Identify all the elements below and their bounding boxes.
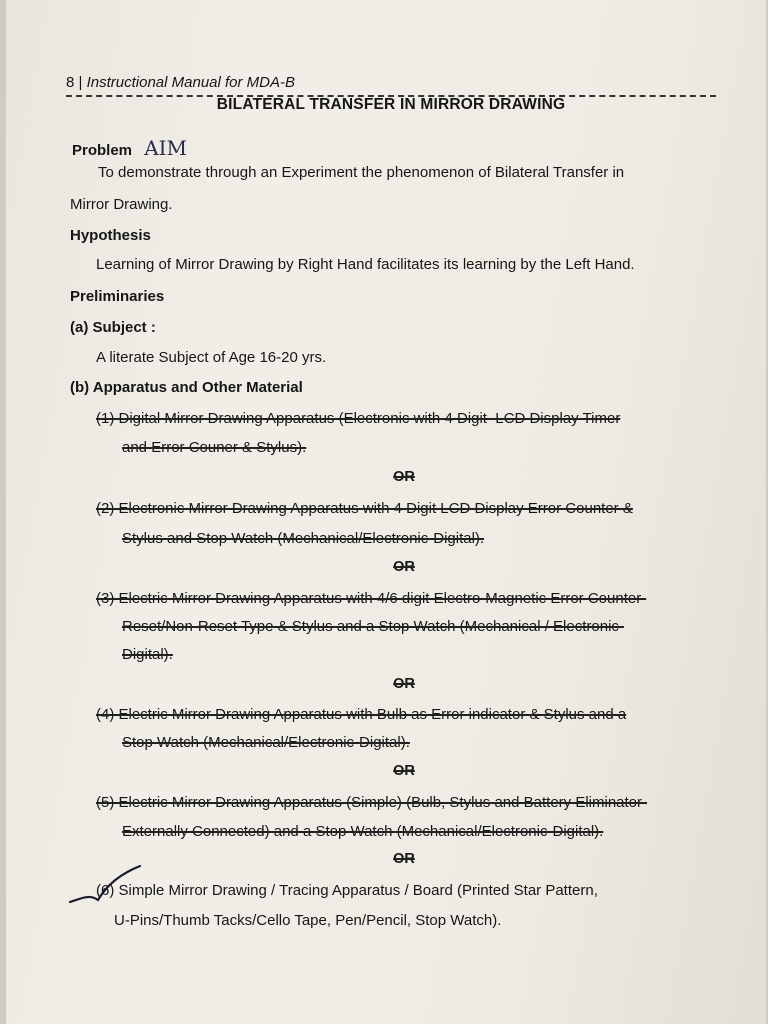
header-separator: | — [78, 74, 83, 91]
or-separator-2: OR — [393, 559, 415, 575]
page-title: BILATERAL TRANSFER IN MIRROR DRAWING — [216, 96, 566, 113]
hypothesis-text: Learning of Mirror Drawing by Right Hand facilitates its learning by the Left Hand. — [96, 256, 635, 273]
apparatus-item-1-line2: and Error Couner & Stylus). — [122, 439, 307, 456]
apparatus-item-5-line2: Externally Connected) and a Stop Watch (Mechanical/Electronic-Digital). — [122, 823, 604, 840]
apparatus-item-5-line1: (5) Electric Mirror Drawing Apparatus (Simple) (Bulb, Stylus and Battery Eliminator- — [96, 794, 648, 811]
apparatus-item-4-line1: (4) Electric Mirror Drawing Apparatus with Bulb as Error indicator & Stylus and a — [96, 706, 627, 723]
handwritten-aim-note: AIM — [144, 136, 188, 160]
page-number: 8 — [66, 74, 75, 91]
apparatus-item-6-line2: U-Pins/Thumb Tacks/Cello Tape, Pen/Pencil, Stop Watch). — [114, 912, 502, 929]
problem-text-line1: To demonstrate through an Experiment the phenomenon of Bilateral Transfer in — [98, 164, 625, 181]
page-header — [66, 74, 716, 97]
apparatus-item-6-line1: (6) Simple Mirror Drawing / Tracing Apparatus / Board (Printed Star Pattern, — [96, 882, 598, 899]
problem-heading-row — [72, 136, 187, 160]
hypothesis-heading: Hypothesis — [70, 227, 151, 244]
apparatus-item-2-line1: (2) Electronic Mirror Drawing Apparatus with 4 Digit LCD Display Error Counter & — [96, 500, 633, 517]
subject-text: A literate Subject of Age 16-20 yrs. — [96, 349, 327, 366]
or-separator-5: OR — [393, 851, 415, 867]
apparatus-item-4-line2: Stop Watch (Mechanical/Electronic-Digital). — [122, 734, 410, 751]
apparatus-heading: (b) Apparatus and Other Material — [70, 379, 303, 396]
problem-heading: Problem — [72, 142, 133, 159]
manual-title: Instructional Manual for MDA-B — [86, 74, 296, 91]
apparatus-item-2-line2: Stylus and Stop Watch (Mechanical/Electronic-Digital). — [122, 530, 485, 547]
apparatus-item-3-line2: Reset/Non-Reset Type & Stylus and a Stop Watch (Mechanical / Electronic- — [122, 618, 624, 635]
subject-heading: (a) Subject : — [70, 319, 156, 336]
or-separator-1: OR — [393, 469, 415, 485]
apparatus-item-3-line1: (3) Electric Mirror Drawing Apparatus with 4/6 digit Electro-Magnetic Error Counter- — [96, 590, 647, 607]
or-separator-3: OR — [393, 676, 415, 692]
or-separator-4: OR — [393, 763, 415, 779]
document-page — [6, 0, 766, 1024]
apparatus-item-1-line1: (1) Digital Mirror Drawing Apparatus (Electronic with 4 Digit–LCD Display Timer — [96, 410, 621, 427]
apparatus-item-3-line3: Digital). — [122, 646, 173, 663]
preliminaries-heading: Preliminaries — [70, 288, 165, 305]
problem-text-line2: Mirror Drawing. — [70, 196, 173, 213]
